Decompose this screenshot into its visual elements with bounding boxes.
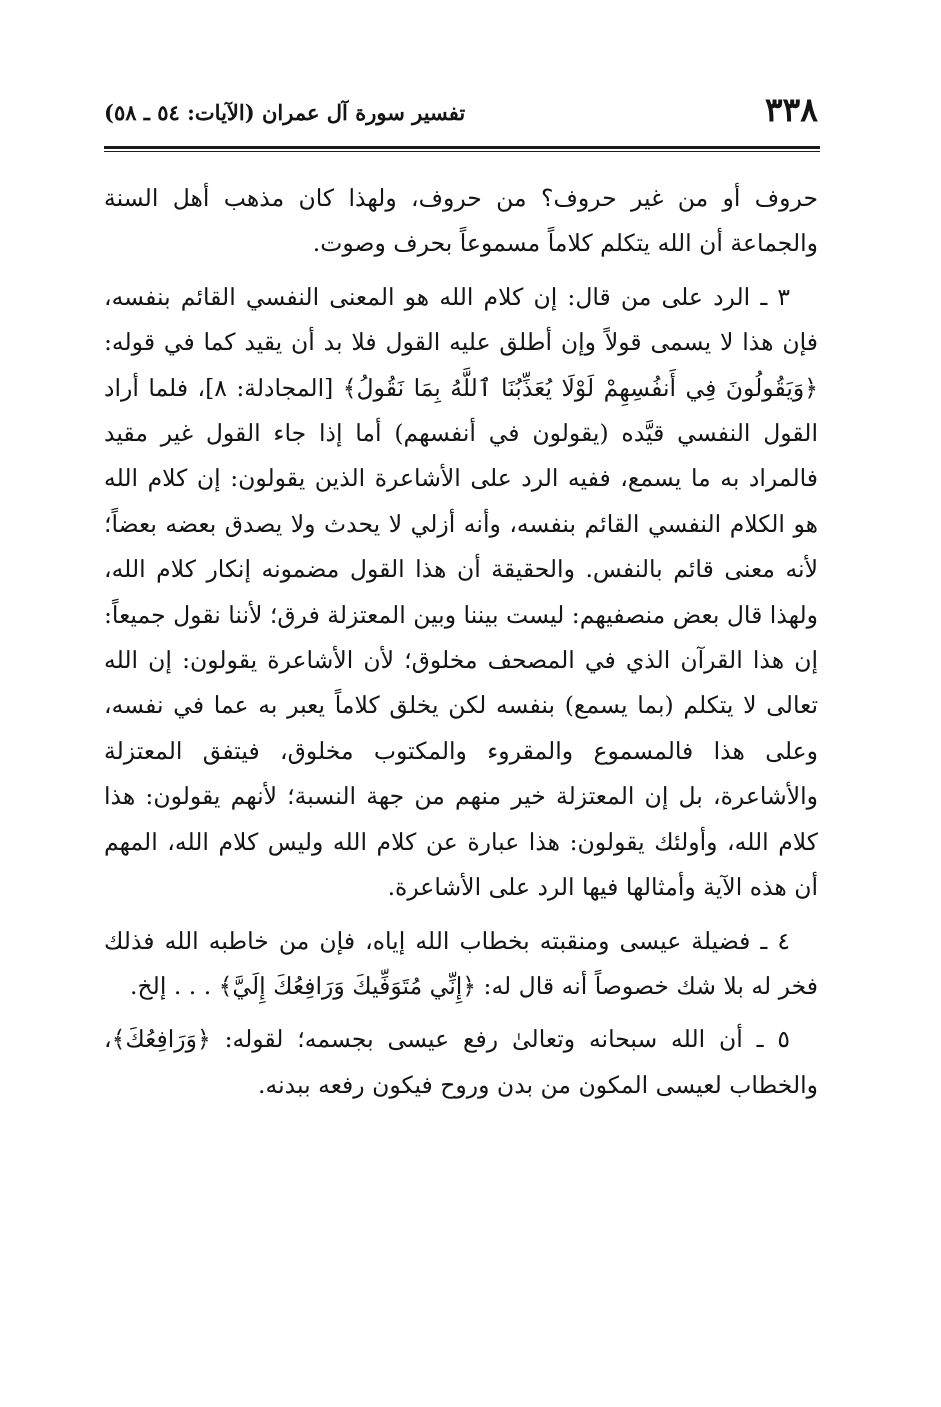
paragraph: حروف أو من غير حروف؟ من حروف، ولهذا كان مذهب أهل السنة والجماعة أن الله يتكلم كلاماً مسموعاً بحرف وصوت.	[104, 184, 818, 258]
running-title: تفسير سورة آل عمران (الآيات: ٥٤ ـ ٥٨)	[104, 100, 466, 125]
header-rule-thin	[104, 151, 820, 152]
page-number: ٣٣٨	[764, 90, 818, 129]
body-text	[104, 176, 818, 1116]
paragraph: ٥ ـ أن الله سبحانه وتعالىٰ رفع عيسى بجسمه؛ لقوله: ﴿وَرَافِعُكَ﴾، والخطاب لعيسى المكون من بدن وروح فيكون رفعه ببدنه.	[104, 1025, 818, 1099]
header-rule	[104, 146, 820, 149]
paragraph: ٤ ـ فضيلة عيسى ومنقبته بخطاب الله إياه، فإن من خاطبه الله فذلك فخر له بلا شك خصوصاً أنه قال له: ﴿إِنِّي مُتَوَفِّيكَ وَرَافِعُكَ إِلَيَّ﴾ . . . إلخ.	[104, 926, 818, 1000]
page-header	[104, 88, 818, 138]
paragraph: ٣ ـ الرد على من قال: إن كلام الله هو المعنى النفسي القائم بنفسه، فإن هذا لا يسمى قولاً وإن أطلق عليه القول فلا بد أن يقيد كما في قوله: ﴿وَيَقُولُونَ فِي أَنفُسِهِمْ لَوْلَا يُعَذِّبُنَا ٱللَّهُ بِمَا نَقُولُ﴾ [المجادلة: ٨]، فلما أراد القول النفسي قيَّده (يقولون في أنفسهم) أما إذا جاء القول غير مقيد فالمراد به ما يسمع، ففيه الرد على الأشاعرة الذين يقولون: إن كلام الله هو الكلام النفسي القائم بنفسه، وأنه أزلي لا يحدث ولا يصدق بعضه بعضاً؛ لأنه معنى قائم بالنفس. والحقيقة أن هذا القول مضمونه إنكار كلام الله، ولهذا قال بعض منصفيهم: ليست بيننا وبين المعتزلة فرق؛ لأننا نقول جميعاً: إن هذا القرآن الذي في المصحف مخلوق؛ لأن الأشاعرة يقولون: إن الله تعالى لا يتكلم (بما يسمع) بنفسه لكن يخلق كلاماً يعبر به عما في نفسه، وعلى هذا فالمسموع والمقروء والمكتوب مخلوق، فيتفق المعتزلة والأشاعرة، بل إن المعتزلة خير منهم من جهة النسبة؛ لأنهم يقولون: هذا كلام الله، وأولئك يقولون: هذا عبارة عن كلام الله وليس كلام الله، المهم أن هذه الآية وأمثالها فيها الرد على الأشاعرة.	[104, 282, 818, 902]
